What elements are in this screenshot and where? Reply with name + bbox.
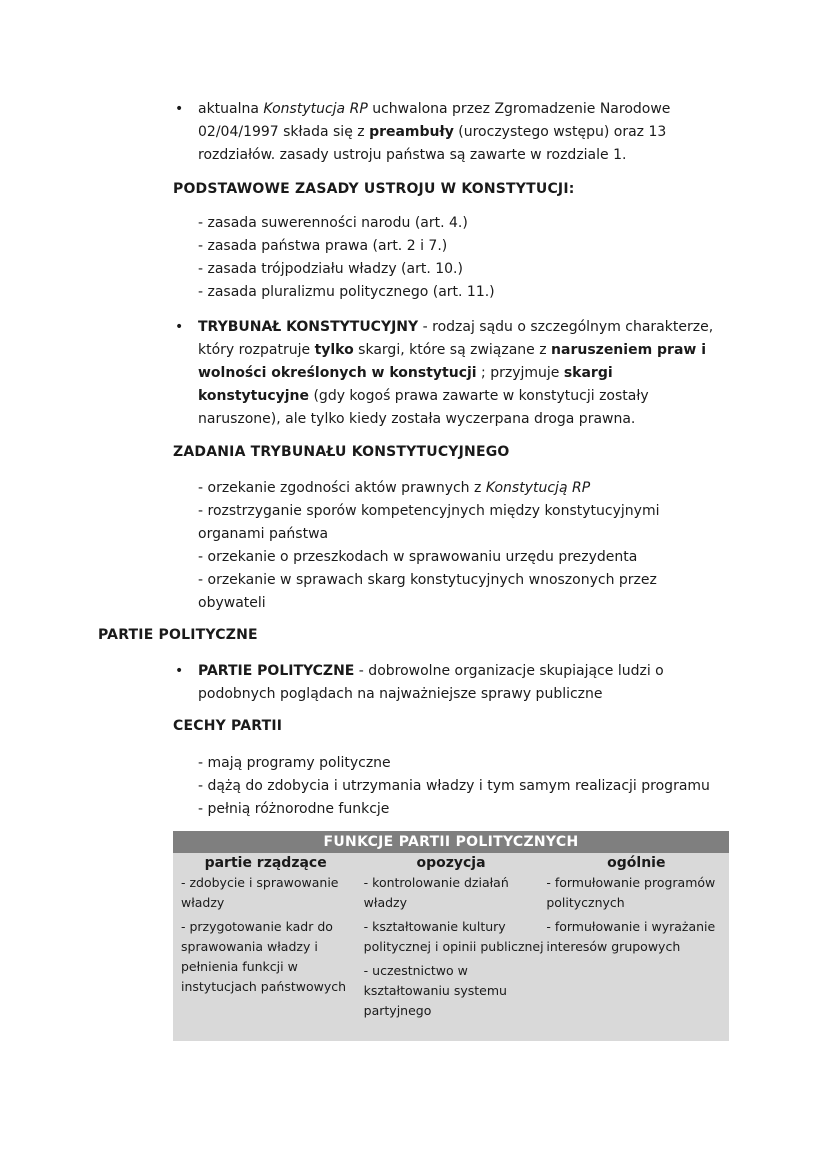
trybunal-text-skargi: skargi konstytucyjne bbox=[198, 365, 613, 404]
table-column-opozycja bbox=[364, 873, 547, 1025]
list-item: - orzekanie w sprawach skarg konstytucyjnych wnoszonych przez obywateli bbox=[198, 572, 657, 611]
list-item bbox=[198, 477, 678, 500]
list-item: - zasada państwa prawa (art. 2 i 7.) bbox=[198, 238, 448, 254]
intro-text-5: (uroczystego wstępu) oraz 13 rozdziałów. zasady ustroju państwa są zawarte w rozdziale 1. bbox=[198, 124, 667, 163]
table-cell: - kształtowanie kultury politycznej i opinii publicznej bbox=[363, 919, 544, 954]
partie-text bbox=[198, 660, 695, 706]
intro-text-3: uchwalona przez Zgromadzenie Narodowe 02/04/1997 składa się z bbox=[198, 101, 671, 140]
bullet-icon: • bbox=[175, 319, 184, 335]
table-header-cell: partie rządzące bbox=[204, 855, 327, 871]
zasady-list bbox=[198, 212, 728, 304]
table-header-cell: ogólnie bbox=[607, 855, 666, 871]
intro-bullet bbox=[175, 98, 715, 167]
table-body bbox=[173, 873, 729, 1025]
intro-text bbox=[198, 98, 715, 167]
zasady-heading: PODSTAWOWE ZASADY USTROJU W KONSTYTUCJI: bbox=[173, 181, 575, 197]
trybunal-term: TRYBUNAŁ KONSTYTUCYJNY bbox=[198, 319, 419, 335]
table-title: FUNKCJE PARTII POLITYCZNYCH bbox=[173, 831, 729, 853]
trybunal-text-6: ; przyjmuje bbox=[476, 365, 564, 381]
table-cell: - uczestnictwo w kształtowaniu systemu partyjnego bbox=[363, 963, 507, 1018]
cechy-heading: CECHY PARTII bbox=[173, 718, 283, 734]
list-item: - mają programy polityczne bbox=[198, 755, 391, 771]
table-cell: - zdobycie i sprawowanie władzy bbox=[181, 875, 339, 910]
list-item: - rozstrzyganie sporów kompetencyjnych między konstytucyjnymi organami państwa bbox=[198, 503, 660, 542]
trybunal-text-2: - rodzaj sądu o szczególnym charakterze, który rozpatruje bbox=[198, 319, 714, 358]
trybunal-text-tylko: tylko bbox=[314, 342, 354, 358]
list-item: - zasada suwerenności narodu (art. 4.) bbox=[198, 215, 468, 231]
bullet-icon: • bbox=[175, 101, 184, 117]
table-column-ogolnie bbox=[546, 873, 729, 1025]
trybunal-text-4: skargi, które są związane z bbox=[353, 342, 552, 358]
trybunal-text-8: (gdy kogoś prawa zawarte w konstytucji zostały naruszone), ale tylko kiedy została wyczerpana droga prawna. bbox=[198, 388, 649, 427]
zadania-item1-konstytucja: Konstytucją RP bbox=[485, 480, 591, 496]
list-item: - zasada trójpodziału władzy (art. 10.) bbox=[198, 261, 463, 277]
intro-text-preambuly: preambuły bbox=[369, 124, 454, 140]
list-item: - orzekanie o przeszkodach w sprawowaniu urzędu prezydenta bbox=[198, 549, 638, 565]
partie-section-heading: PARTIE POLITYCZNE bbox=[98, 627, 258, 643]
intro-text-konstytucja: Konstytucja RP bbox=[263, 101, 368, 117]
table-cell: - kontrolowanie działań władzy bbox=[363, 875, 509, 910]
zadania-list bbox=[198, 477, 678, 615]
table-header-row bbox=[173, 853, 729, 873]
partie-term: PARTIE POLITYCZNE bbox=[198, 663, 355, 679]
list-item: - dążą do zdobycia i utrzymania władzy i tym samym realizacji programu bbox=[198, 778, 710, 794]
partie-bullet bbox=[175, 660, 695, 706]
intro-text-1: aktualna bbox=[198, 101, 264, 117]
trybunal-bullet bbox=[175, 316, 715, 431]
zadania-heading: ZADANIA TRYBUNAŁU KONSTYTUCYJNEGO bbox=[173, 444, 510, 460]
table-cell: - formułowanie programów politycznych bbox=[546, 875, 716, 910]
trybunal-text bbox=[198, 316, 715, 431]
table-cell: - przygotowanie kadr do sprawowania władzy i pełnienia funkcji w instytucjach państwowych bbox=[181, 919, 347, 994]
list-item: - pełnią różnorodne funkcje bbox=[198, 801, 390, 817]
zadania-item1-text: - orzekanie zgodności aktów prawnych z bbox=[198, 480, 486, 496]
list-item: - zasada pluralizmu politycznego (art. 11.) bbox=[198, 284, 495, 300]
funkcje-table bbox=[173, 831, 729, 1041]
trybunal-text-naruszeniem: naruszeniem praw i wolności określonych w konstytucji bbox=[198, 342, 707, 381]
cechy-list bbox=[198, 752, 728, 821]
partie-text-2: - dobrowolne organizacje skupiające ludzi o podobnych poglądach na najważniejsze sprawy publiczne bbox=[198, 663, 664, 702]
table-column-rzadzace bbox=[181, 873, 364, 1025]
table-cell: - formułowanie i wyrażanie interesów grupowych bbox=[546, 919, 716, 954]
bullet-icon: • bbox=[175, 663, 184, 679]
table-header-cell: opozycja bbox=[416, 855, 486, 871]
